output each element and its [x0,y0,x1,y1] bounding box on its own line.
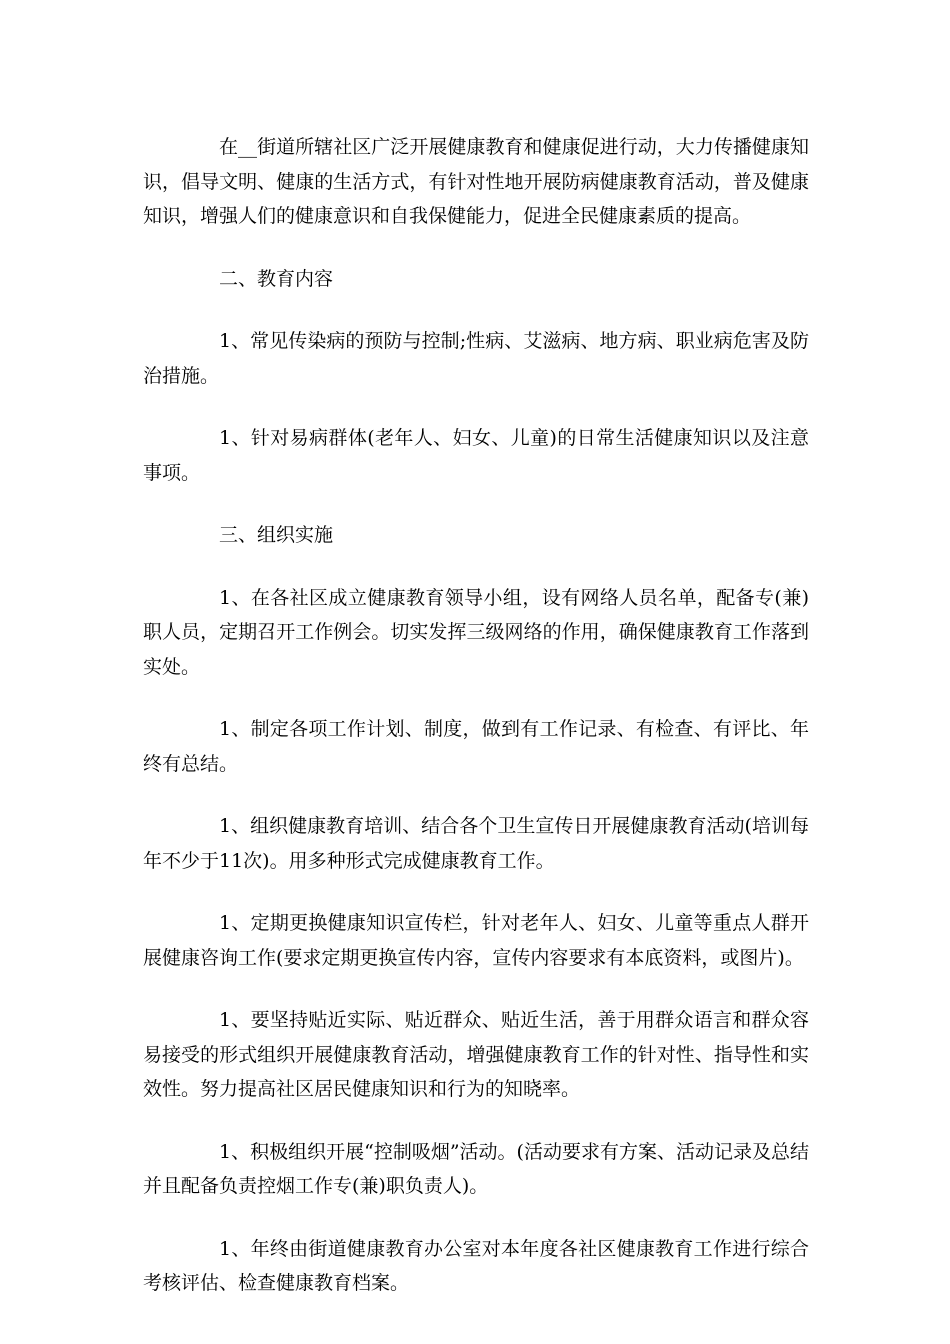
implementation-item-4: 1、定期更换健康知识宣传栏，针对老年人、妇女、儿童等重点人群开展健康咨询工作(要求定期更换宣传内容，宣传内容要求有本底资料，或图片)。 [143,912,809,969]
section-heading-implementation: 三、组织实施 [219,524,334,546]
implementation-item-2: 1、制定各项工作计划、制度，做到有工作记录、有检查、有评比、年终有总结。 [143,718,809,775]
section-heading-education-content: 二、教育内容 [219,267,334,290]
intro-paragraph: 在__街道所辖社区广泛开展健康教育和健康促进行动，大力传播健康知识，倡导文明、健康的生活方式，有针对性地开展防病健康教育活动，普及健康知识，增强人们的健康意识和自我保健能力，促进全民健康素质的提高。 [143,136,809,227]
content-item-1: 1、常见传染病的预防与控制;性病、艾滋病、地方病、职业病危害及防治措施。 [143,330,809,387]
implementation-item-3: 1、组织健康教育培训、结合各个卫生宣传日开展健康教育活动(培训每年不少于11次)。用多种形式完成健康教育工作。 [143,815,809,872]
implementation-item-5: 1、要坚持贴近实际、贴近群众、贴近生活，善于用群众语言和群众容易接受的形式组织开展健康教育活动，增强健康教育工作的针对性、指导性和实效性。努力提高社区居民健康知识和行为的知晓率。 [143,1009,809,1100]
document-body [143,130,809,1329]
implementation-item-6: 1、积极组织开展“控制吸烟”活动。(活动要求有方案、活动记录及总结并且配备负责控烟工作专(兼)职负责人)。 [143,1140,809,1197]
implementation-item-7: 1、年终由街道健康教育办公室对本年度各社区健康教育工作进行综合考核评估、检查健康教育档案。 [143,1237,809,1294]
content-item-2: 1、针对易病群体(老年人、妇女、儿童)的日常生活健康知识以及注意事项。 [143,427,809,484]
implementation-item-1: 1、在各社区成立健康教育领导小组，设有网络人员名单，配备专(兼)职人员，定期召开工作例会。切实发挥三级网络的作用，确保健康教育工作落到实处。 [143,586,809,678]
